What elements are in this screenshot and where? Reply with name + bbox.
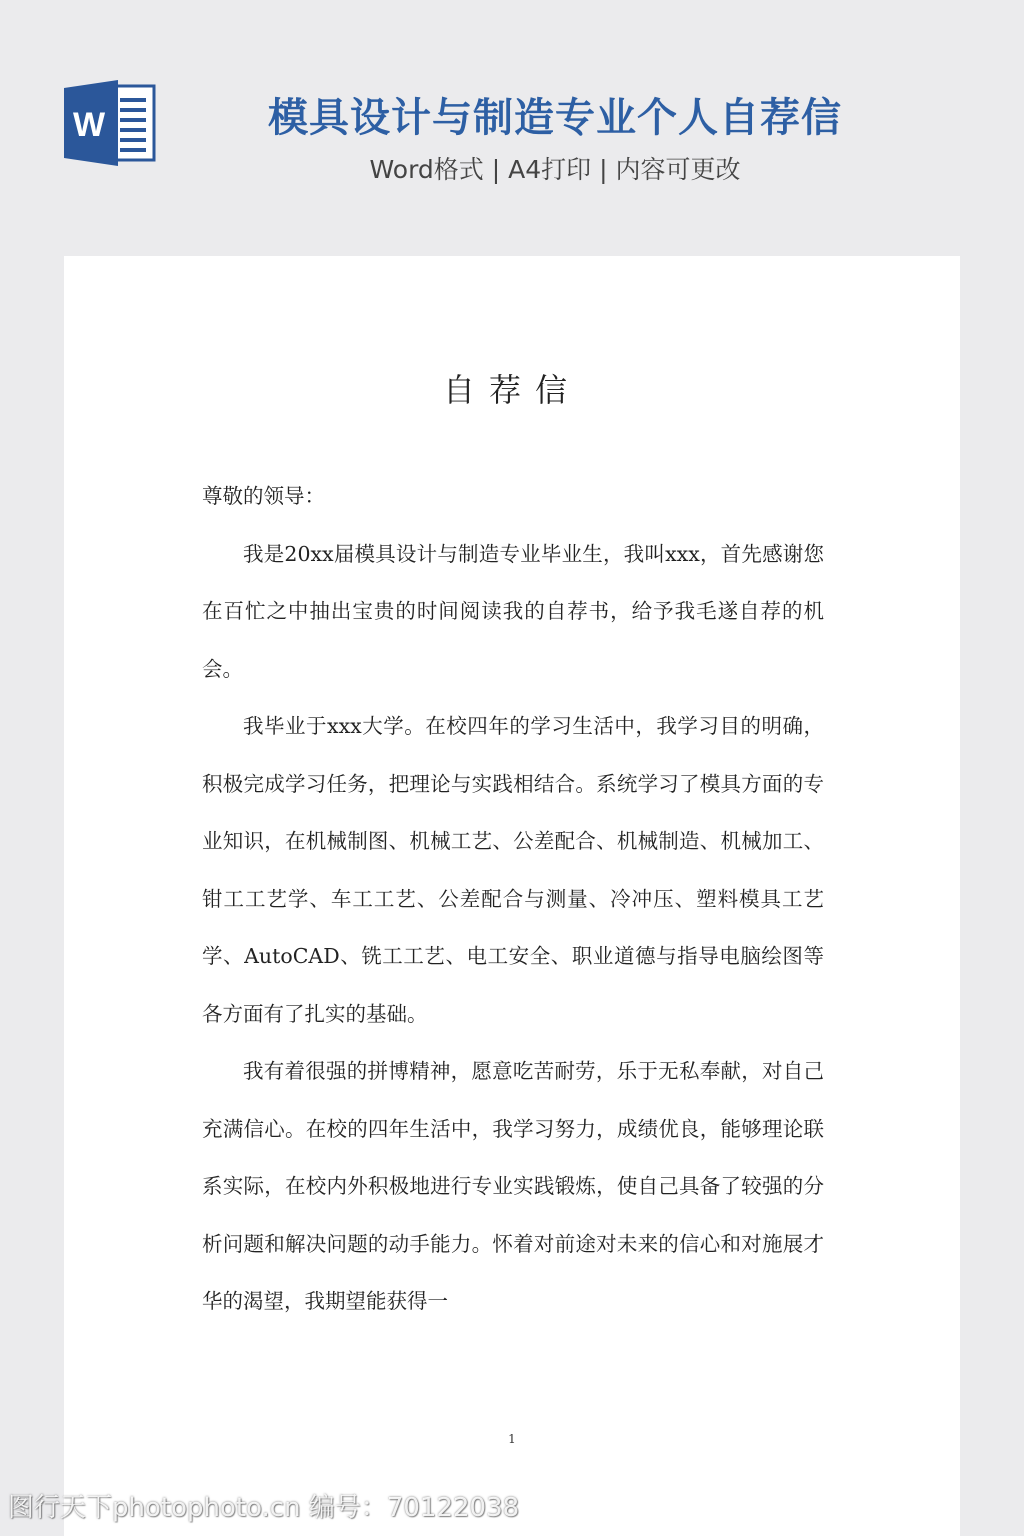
paragraph-3: 我有着很强的拼博精神，愿意吃苦耐劳，乐于无私奉献，对自己充满信心。在校的四年生活中，我学习努力，成绩优良，能够理论联系实际，在校内外积极地进行专业实践锻炼，使自己具备了较强的分析问题和解决问题的动手能力。怀着对前途对未来的信心和对施展才华的渴望，我期望能获得一: [202, 1059, 824, 1313]
paragraph-1: 我是20xx届模具设计与制造专业毕业生，我叫xxx，首先感谢您在百忙之中抽出宝贵的时间阅读我的自荐书，给予我毛遂自荐的机会。: [202, 541, 824, 681]
word-document-icon: [64, 80, 156, 166]
salutation: 尊敬的领导：: [202, 484, 325, 508]
main-title: 模具设计与制造专业个人自荐信: [268, 95, 842, 141]
page-number: 1: [508, 1432, 516, 1446]
watermark: 图行天下photophoto.cn 编号：70122038: [8, 1493, 520, 1523]
document-page: [64, 256, 960, 1536]
document-body: [202, 468, 824, 1331]
document-title: 自荐信: [442, 371, 581, 409]
sub-title: Word格式 | A4打印 | 内容可更改: [369, 155, 741, 184]
paragraph-2: 我毕业于xxx大学。在校四年的学习生活中，我学习目的明确，积极完成学习任务，把理论与实践相结合。系统学习了模具方面的专业知识，在机械制图、机械工艺、公差配合、机械制造、机械加工、钳工工艺学、车工工艺、公差配合与测量、冷冲压、塑料模具工艺学、AutoCAD、铣工工艺、电工安全、职业道德与指导电脑绘图等各方面有了扎实的基础。: [202, 714, 824, 1026]
page-header: [0, 0, 1024, 230]
svg-text:W: W: [72, 106, 106, 144]
